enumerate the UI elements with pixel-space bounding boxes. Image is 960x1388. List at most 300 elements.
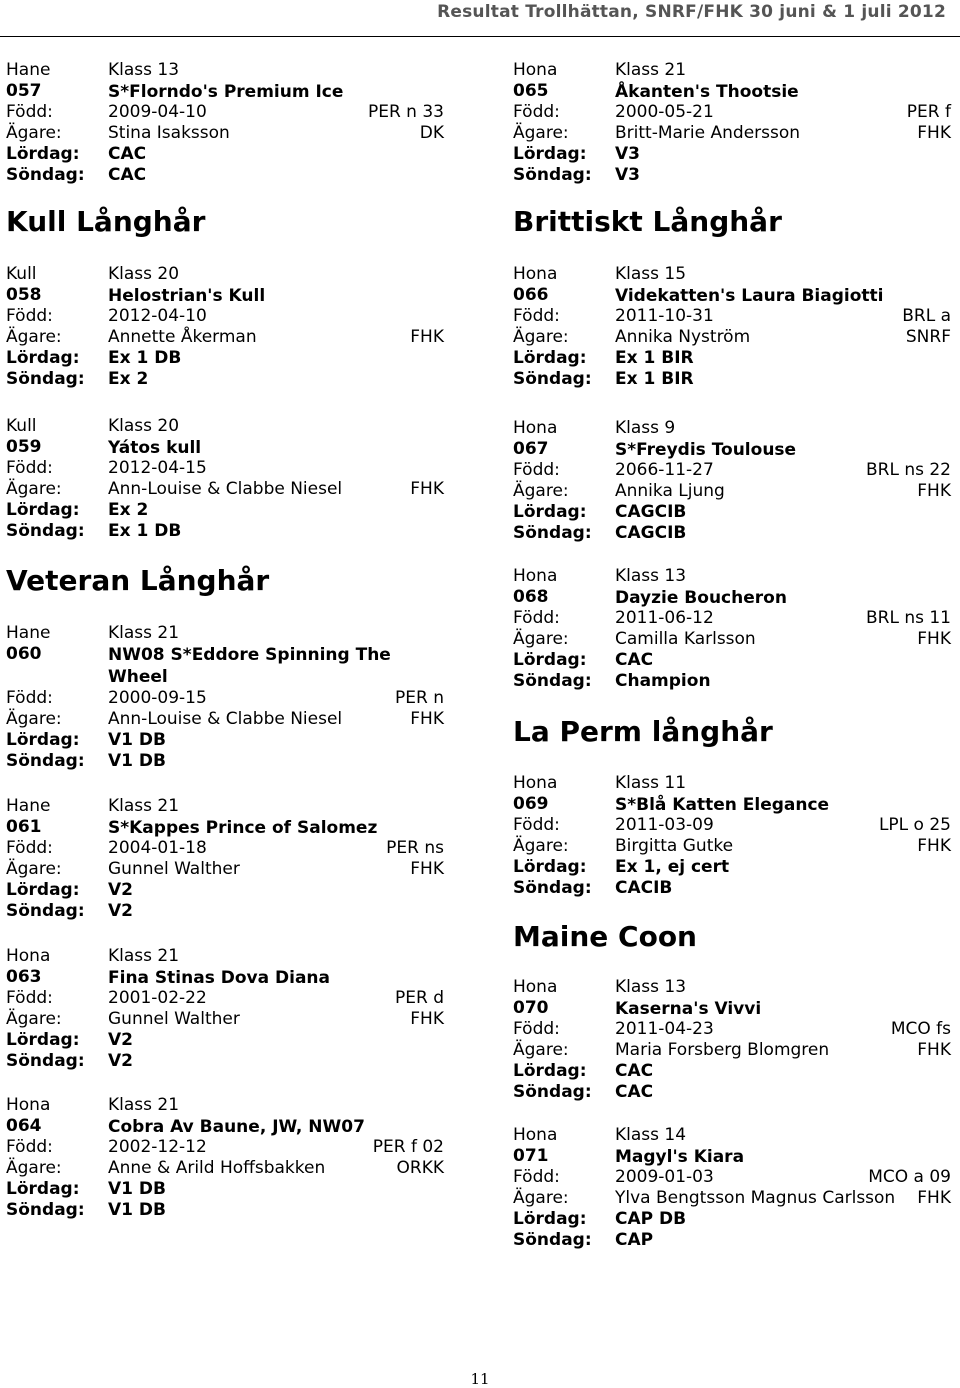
cat-entry [513,60,951,186]
sex-label: Hona [6,946,51,966]
born-row [6,102,444,123]
catalog-row [6,437,444,458]
born-date: 2011-03-09 [615,815,714,835]
born-row [513,102,951,123]
sunday-label: Söndag: [6,1051,85,1071]
saturday-label: Lördag: [6,730,80,750]
saturday-row [513,144,951,165]
saturday-label: Lördag: [513,348,587,368]
club: FHK [410,859,444,879]
born-label: Född: [6,458,53,478]
born-label: Född: [6,1137,53,1157]
class-label: Klass 15 [615,264,687,284]
breed-code: MCO fs [890,1019,951,1039]
catalog-number: 068 [513,587,549,607]
sunday-result: CAC [108,165,147,185]
club: FHK [410,327,444,347]
born-date: 2012-04-15 [108,458,207,478]
sex-label: Hona [513,977,558,997]
sunday-row [513,878,951,899]
born-label: Född: [513,1167,560,1187]
saturday-label: Lördag: [6,1179,80,1199]
sunday-label: Söndag: [513,878,592,898]
sunday-label: Söndag: [6,165,85,185]
born-label: Född: [513,815,560,835]
breed-code: PER f [906,102,951,122]
breed-code: BRL a [902,306,951,326]
section-title: Veteran Långhår [6,564,270,597]
sex-label: Hona [513,773,558,793]
catalog-number: 065 [513,81,549,101]
cat-name: Magyl's Kiara [615,1147,745,1167]
cat-entry [513,566,951,692]
saturday-result: CAGCIB [615,502,687,522]
saturday-result: Ex 2 [108,500,149,520]
born-label: Född: [513,1019,560,1039]
born-label: Född: [513,608,560,628]
page-number: 11 [470,1370,490,1388]
sunday-label: Söndag: [513,523,592,543]
page-header [0,0,960,37]
cat-entry [6,416,444,542]
owner-name: Ann-Louise & Clabbe Niesel [108,709,343,729]
class-row [513,773,951,794]
catalog-number: 069 [513,794,549,814]
class-row [513,1125,951,1146]
catalog-row [513,794,951,815]
born-row [513,815,951,836]
saturday-result: CAP DB [615,1209,687,1229]
owner-row [513,1040,951,1061]
saturday-row [6,730,444,751]
sunday-result: V2 [108,1051,133,1071]
born-date: 2001-02-22 [108,988,207,1008]
club: FHK [917,481,951,501]
cat-entry [6,796,444,922]
born-row [6,458,444,479]
sunday-result: V1 DB [108,1200,166,1220]
owner-row [6,1158,444,1179]
sex-label: Hona [6,1095,51,1115]
owner-name: Camilla Karlsson [615,629,756,649]
class-label: Klass 9 [615,418,676,438]
born-row [513,306,951,327]
owner-row [513,327,951,348]
saturday-label: Lördag: [6,144,80,164]
sunday-label: Söndag: [6,1200,85,1220]
sex-label: Hona [513,1125,558,1145]
saturday-result: Ex 1 DB [108,348,182,368]
saturday-row [513,1209,951,1230]
born-row [6,1137,444,1158]
saturday-label: Lördag: [513,1061,587,1081]
sunday-row [513,523,951,544]
breed-code: PER n 33 [367,102,444,122]
sunday-row [6,1051,444,1072]
saturday-row [6,144,444,165]
club: FHK [410,1009,444,1029]
owner-name: Britt-Marie Andersson [615,123,801,143]
sunday-label: Söndag: [6,901,85,921]
owner-row [513,123,951,144]
catalog-number: 059 [6,437,42,457]
owner-name: Gunnel Walther [108,859,240,879]
breed-code: PER ns [386,838,444,858]
owner-label: Ägare: [6,709,62,729]
owner-name: Anne & Arild Hoffsbakken [108,1158,326,1178]
born-label: Född: [513,460,560,480]
born-row [6,688,444,709]
class-label: Klass 11 [615,773,687,793]
born-label: Född: [6,102,53,122]
saturday-result: CAC [108,144,147,164]
sunday-row [513,165,951,186]
cat-name: Videkatten's Laura Biagiotti [615,286,884,306]
class-row [513,264,951,285]
born-row [513,460,951,481]
owner-name: Annette Åkerman [108,327,257,347]
club: FHK [917,1040,951,1060]
sex-label: Hona [513,60,558,80]
club: SNRF [905,327,951,347]
saturday-label: Lördag: [513,502,587,522]
cat-entry [513,977,951,1103]
owner-name: Ann-Louise & Clabbe Niesel [108,479,343,499]
catalog-number: 064 [6,1116,42,1136]
cat-name: S*Florndo's Premium Ice [108,82,344,102]
breed-code: MCO a 09 [868,1167,951,1187]
catalog-row [6,967,444,988]
owner-label: Ägare: [6,1009,62,1029]
sunday-result: V3 [615,165,640,185]
class-row [513,60,951,81]
sunday-row [6,521,444,542]
cat-entry [513,418,951,544]
born-label: Född: [513,306,560,326]
sunday-result: V1 DB [108,751,166,771]
owner-name: Maria Forsberg Blomgren [615,1040,830,1060]
sunday-row [513,671,951,692]
class-row [6,1095,444,1116]
born-date: 2011-10-31 [615,306,714,326]
sunday-row [513,369,951,390]
sex-label: Hona [513,418,558,438]
saturday-result: V2 [108,880,133,900]
sex-label: Kull [6,264,37,284]
cat-entry [513,1125,951,1251]
class-label: Klass 21 [108,623,180,643]
class-label: Klass 13 [615,977,687,997]
born-date: 2004-01-18 [108,838,207,858]
born-label: Född: [513,102,560,122]
class-row [513,566,951,587]
saturday-result: V1 DB [108,730,166,750]
sunday-row [6,751,444,772]
cat-name: NW08 S*Eddore Spinning The Wheel [108,645,391,687]
sunday-result: V2 [108,901,133,921]
section-title: Brittiskt Långhår [513,205,782,238]
class-label: Klass 21 [108,1095,180,1115]
breed-code: BRL ns 22 [865,460,951,480]
born-row [513,1019,951,1040]
catalog-row [513,587,951,608]
sex-label: Hona [513,566,558,586]
sunday-result: Ex 1 BIR [615,369,694,389]
born-row [513,608,951,629]
catalog-number: 063 [6,967,42,987]
owner-label: Ägare: [513,836,569,856]
cat-name: S*Blå Katten Elegance [615,795,830,815]
saturday-row [6,1030,444,1051]
catalog-row [6,81,444,102]
cat-entry [6,946,444,1072]
owner-name: Ylva Bengtsson Magnus Carlsson [615,1188,896,1208]
saturday-label: Lördag: [513,857,587,877]
cat-entry [513,264,951,390]
owner-row [6,327,444,348]
catalog-number: 066 [513,285,549,305]
owner-row [6,123,444,144]
owner-label: Ägare: [6,859,62,879]
sex-label: Hona [513,264,558,284]
owner-row [513,1188,951,1209]
sunday-row [6,901,444,922]
breed-code: PER f 02 [372,1137,444,1157]
born-label: Född: [6,688,53,708]
sunday-row [513,1230,951,1251]
breed-code: BRL ns 11 [865,608,951,628]
class-row [6,946,444,967]
owner-row [6,479,444,500]
sunday-label: Söndag: [513,1230,592,1250]
sunday-row [513,1082,951,1103]
catalog-row [513,285,951,306]
class-label: Klass 13 [108,60,180,80]
catalog-number: 060 [6,644,42,664]
owner-label: Ägare: [6,123,62,143]
sunday-label: Söndag: [513,165,592,185]
catalog-row [6,644,444,688]
sunday-label: Söndag: [6,751,85,771]
owner-label: Ägare: [513,1040,569,1060]
owner-label: Ägare: [6,1158,62,1178]
saturday-row [6,1179,444,1200]
cat-name: Helostrian's Kull [108,286,266,306]
class-row [6,264,444,285]
saturday-label: Lördag: [6,1030,80,1050]
cat-entry [513,773,951,899]
sunday-result: CAP [615,1230,654,1250]
club: FHK [917,836,951,856]
saturday-label: Lördag: [6,500,80,520]
born-date: 2012-04-10 [108,306,207,326]
saturday-row [513,1061,951,1082]
saturday-result: V1 DB [108,1179,166,1199]
owner-label: Ägare: [6,479,62,499]
owner-row [6,1009,444,1030]
cat-entry [6,264,444,390]
catalog-number: 061 [6,817,42,837]
catalog-row [6,817,444,838]
class-label: Klass 13 [615,566,687,586]
owner-label: Ägare: [513,1188,569,1208]
saturday-result: V3 [615,144,640,164]
born-row [6,988,444,1009]
cat-name: Dayzie Boucheron [615,588,787,608]
cat-entry [6,623,444,772]
cat-name: Kaserna's Vivvi [615,999,762,1019]
born-date: 2011-06-12 [615,608,714,628]
born-row [6,838,444,859]
sex-label: Hane [6,796,51,816]
club: FHK [917,629,951,649]
saturday-result: Ex 1, ej cert [615,857,730,877]
sunday-result: CAGCIB [615,523,687,543]
owner-row [513,481,951,502]
club: FHK [410,479,444,499]
owner-name: Birgitta Gutke [615,836,734,856]
catalog-row [513,81,951,102]
saturday-row [513,857,951,878]
sunday-label: Söndag: [513,1082,592,1102]
class-row [6,796,444,817]
catalog-number: 057 [6,81,42,101]
born-label: Född: [6,988,53,1008]
breed-code: PER d [395,988,444,1008]
sunday-row [6,165,444,186]
saturday-result: CAC [615,650,654,670]
saturday-label: Lördag: [6,880,80,900]
owner-name: Stina Isaksson [108,123,230,143]
class-label: Klass 14 [615,1125,687,1145]
cat-name: Fina Stinas Dova Diana [108,968,330,988]
born-date: 2011-04-23 [615,1019,714,1039]
sunday-result: Champion [615,671,711,691]
class-label: Klass 21 [108,796,180,816]
catalog-row [513,1146,951,1167]
owner-name: Gunnel Walther [108,1009,240,1029]
cat-name: Cobra Av Baune, JW, NW07 [108,1117,365,1137]
saturday-result: V2 [108,1030,133,1050]
born-date: 2009-04-10 [108,102,207,122]
saturday-row [513,348,951,369]
owner-row [513,836,951,857]
saturday-label: Lördag: [513,1209,587,1229]
club: ORKK [396,1158,444,1178]
born-date: 2009-01-03 [615,1167,714,1187]
saturday-label: Lördag: [513,144,587,164]
class-label: Klass 21 [615,60,687,80]
section-title: Maine Coon [513,920,697,953]
catalog-number: 058 [6,285,42,305]
owner-label: Ägare: [513,123,569,143]
sex-label: Hane [6,623,51,643]
cat-name: S*Freydis Toulouse [615,440,797,460]
sunday-row [6,369,444,390]
saturday-label: Lördag: [513,650,587,670]
owner-row [513,629,951,650]
club: FHK [410,709,444,729]
born-row [6,306,444,327]
owner-label: Ägare: [513,327,569,347]
saturday-row [6,500,444,521]
owner-row [6,709,444,730]
section-title: La Perm långhår [513,715,773,748]
owner-row [6,859,444,880]
catalog-row [6,1116,444,1137]
born-date: 2000-09-15 [108,688,207,708]
cat-entry [6,1095,444,1221]
born-date: 2000-05-21 [615,102,714,122]
sunday-result: CAC [615,1082,654,1102]
sunday-label: Söndag: [513,369,592,389]
class-label: Klass 21 [108,946,180,966]
saturday-row [513,650,951,671]
born-label: Född: [6,838,53,858]
sex-label: Kull [6,416,37,436]
born-date: 2002-12-12 [108,1137,207,1157]
sunday-result: Ex 1 DB [108,521,182,541]
sunday-result: Ex 2 [108,369,149,389]
owner-label: Ägare: [6,327,62,347]
class-label: Klass 20 [108,416,180,436]
sunday-label: Söndag: [6,369,85,389]
breed-code: PER n [395,688,444,708]
saturday-row [513,502,951,523]
cat-entry [6,60,444,186]
born-label: Född: [6,306,53,326]
breed-code: LPL o 25 [878,815,951,835]
cat-name: Åkanten's Thootsie [615,82,799,102]
catalog-number: 067 [513,439,549,459]
owner-name: Annika Nyström [615,327,751,347]
saturday-result: Ex 1 BIR [615,348,694,368]
catalog-row [513,439,951,460]
owner-label: Ägare: [513,629,569,649]
class-row [6,623,444,644]
class-row [513,418,951,439]
club: FHK [917,123,951,143]
class-label: Klass 20 [108,264,180,284]
sunday-label: Söndag: [513,671,592,691]
catalog-row [6,285,444,306]
saturday-row [6,880,444,901]
class-row [6,416,444,437]
saturday-row [6,348,444,369]
born-row [513,1167,951,1188]
header-title: Resultat Trollhättan, SNRF/FHK 30 juni & 1 juli 2012 [437,2,946,22]
sunday-result: CACIB [615,878,673,898]
catalog-row [513,998,951,1019]
born-date: 2066-11-27 [615,460,714,480]
owner-name: Annika Ljung [615,481,725,501]
catalog-number: 071 [513,1146,549,1166]
sex-label: Hane [6,60,51,80]
saturday-label: Lördag: [6,348,80,368]
club: FHK [917,1188,951,1208]
class-row [6,60,444,81]
owner-label: Ägare: [513,481,569,501]
section-title: Kull Långhår [6,205,206,238]
class-row [513,977,951,998]
catalog-number: 070 [513,998,549,1018]
cat-name: Yátos kull [108,438,202,458]
sunday-row [6,1200,444,1221]
club: DK [419,123,444,143]
sunday-label: Söndag: [6,521,85,541]
saturday-result: CAC [615,1061,654,1081]
cat-name: S*Kappes Prince of Salomez [108,818,378,838]
